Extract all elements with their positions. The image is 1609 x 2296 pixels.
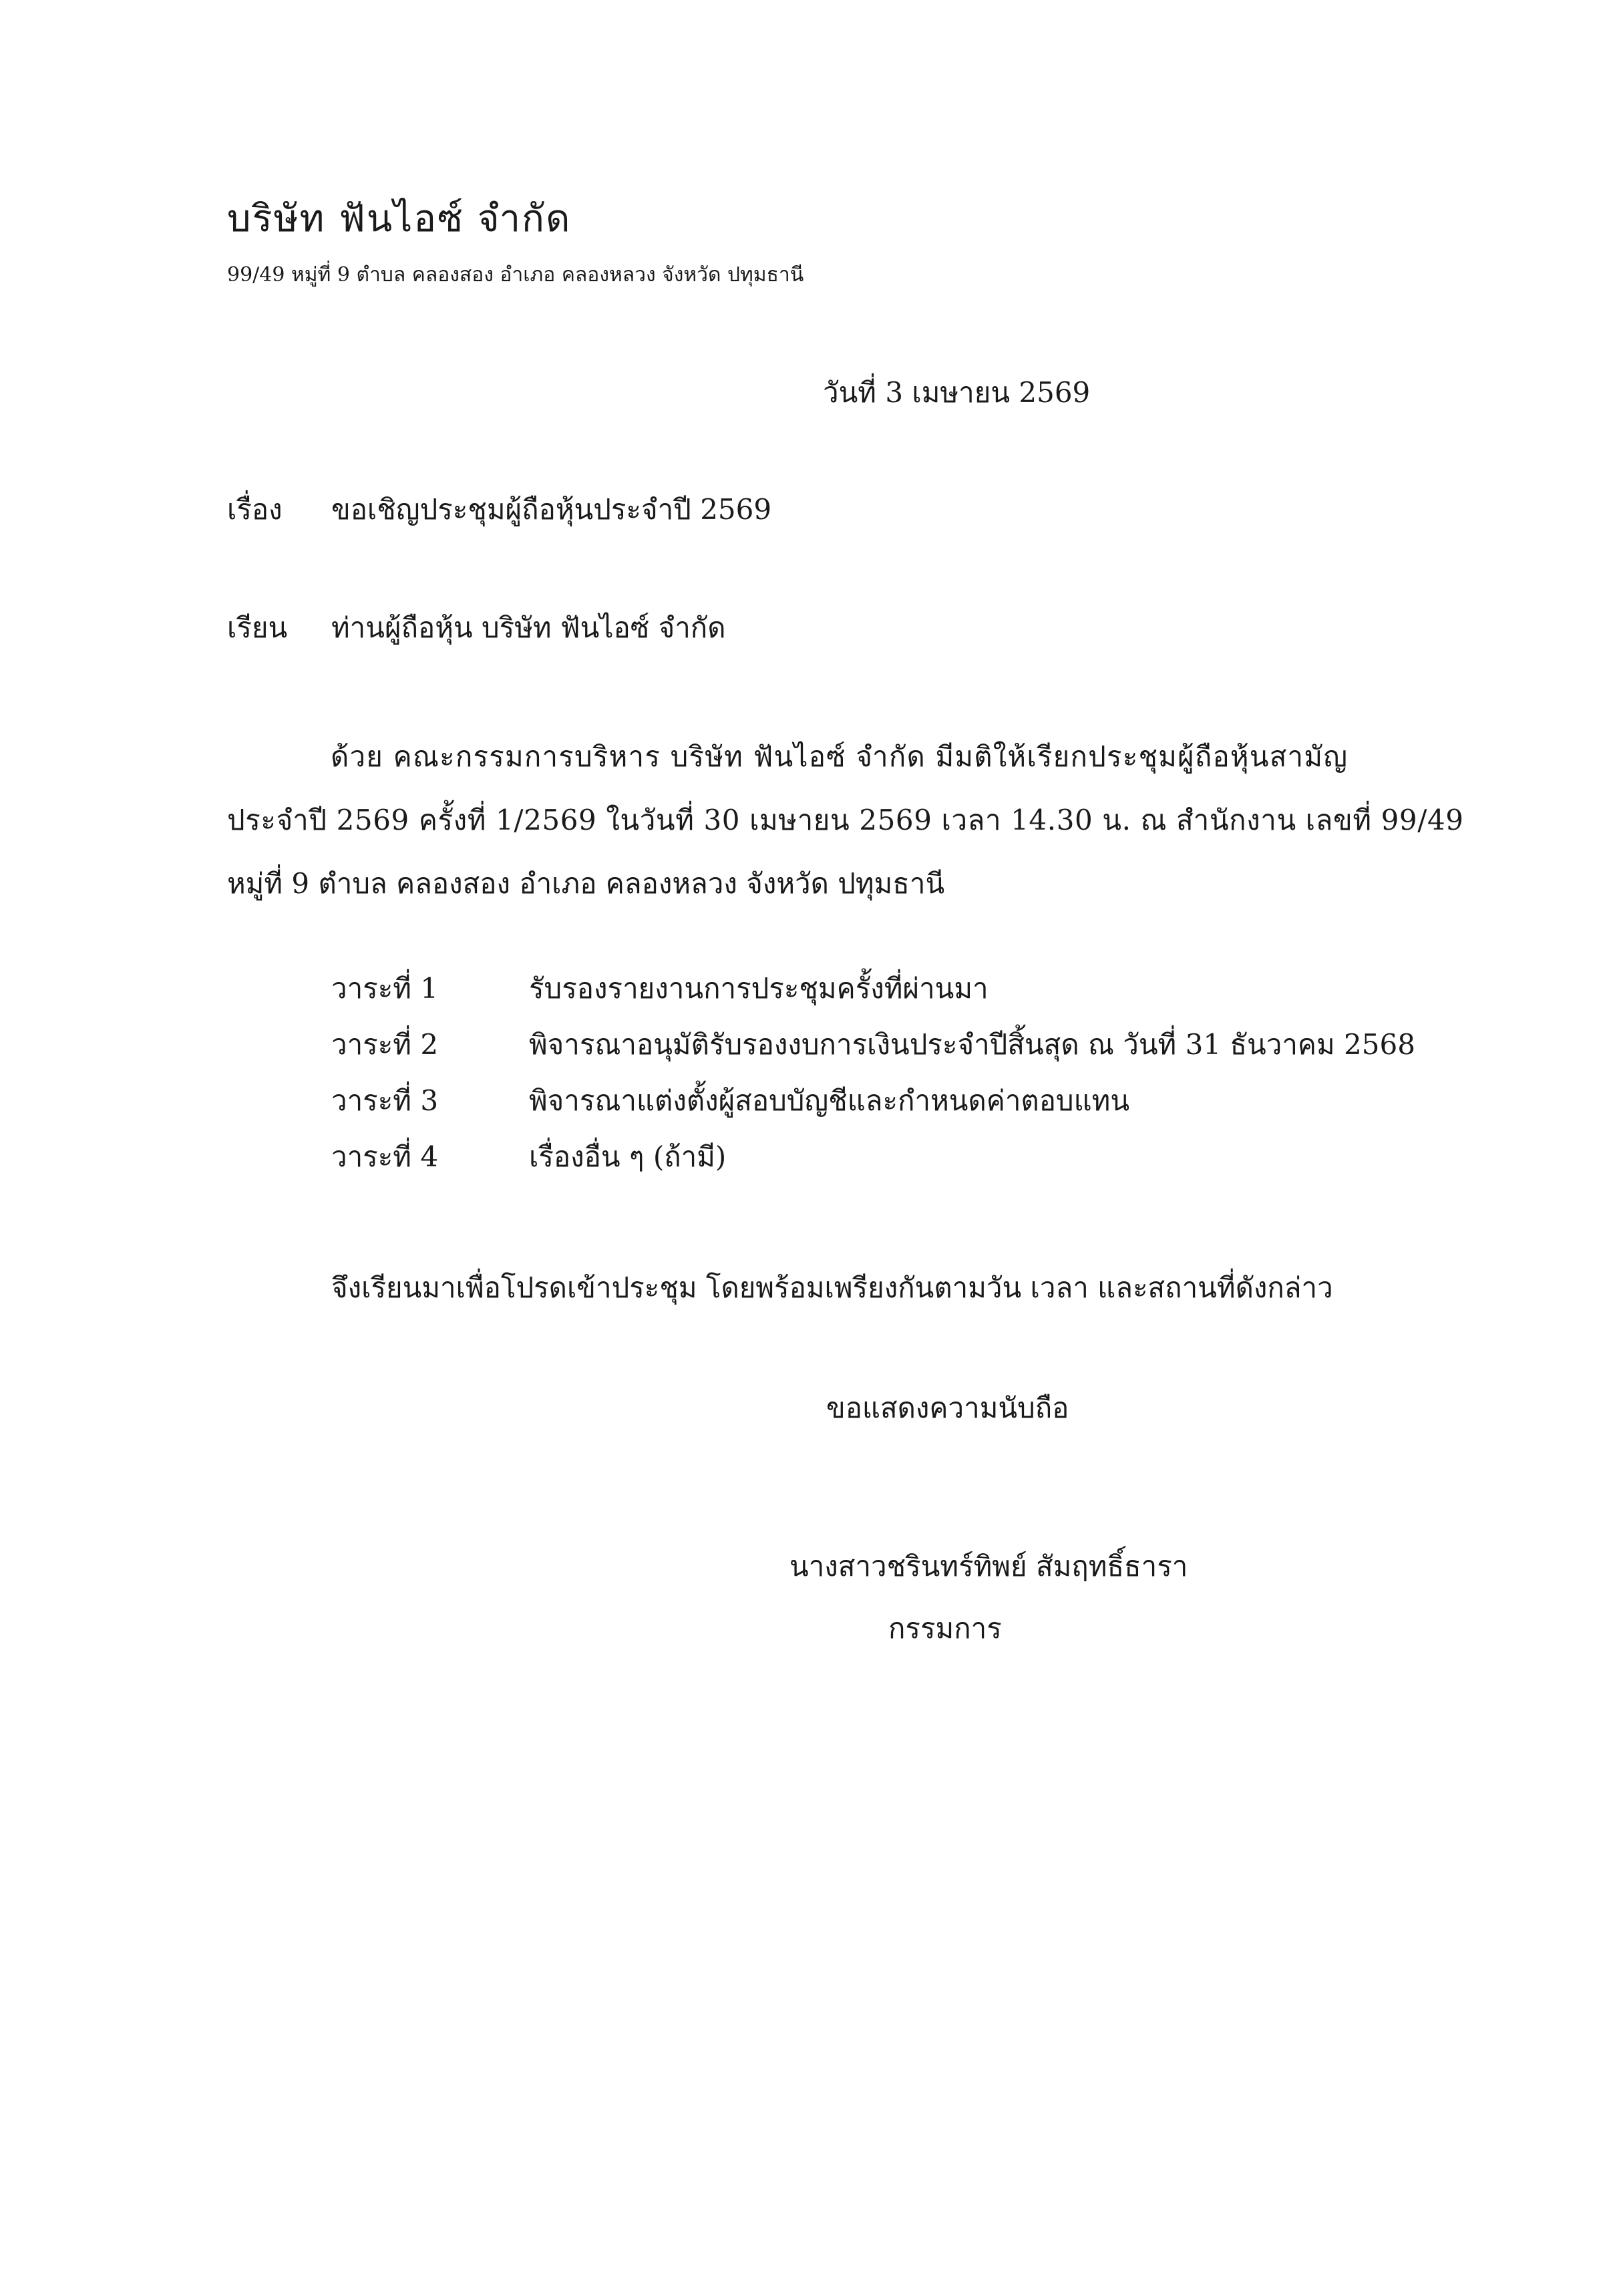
agenda-item bbox=[331, 961, 1415, 1017]
signer-name: นางสาวชรินทร์ทิพย์ สัมฤทธิ์ธารา bbox=[789, 1550, 1188, 1583]
subject-text: ขอเชิญประชุมผู้ถือหุ้นประจำปี 2569 bbox=[331, 493, 772, 526]
body-line: ด้วย คณะกรรมการบริหาร บริษัท ฟันไอซ์ จำกัด มีมติให้เรียกประชุมผู้ถือหุ้นสามัญ bbox=[331, 740, 1349, 773]
agenda-item-text: พิจารณาอนุมัติรับรองงบการเงินประจำปีสิ้นสุด ณ วันที่ 31 ธันวาคม 2568 bbox=[529, 1028, 1415, 1061]
agenda-item-text: รับรองรายงานการประชุมครั้งที่ผ่านมา bbox=[529, 972, 989, 1005]
agenda-item bbox=[331, 1017, 1415, 1073]
agenda-item-text: พิจารณาแต่งตั้งผู้สอบบัญชีและกำหนดค่าตอบแทน bbox=[529, 1084, 1130, 1117]
recipient-text: ท่านผู้ถือหุ้น บริษัท ฟันไอซ์ จำกัด bbox=[331, 611, 726, 644]
letter-date: วันที่ 3 เมษายน 2569 bbox=[823, 376, 1091, 409]
body-line: หมู่ที่ 9 ตำบล คลองสอง อำเภอ คลองหลวง จังหวัด ปทุมธานี bbox=[227, 867, 945, 900]
signer-title: กรรมการ bbox=[888, 1612, 1002, 1645]
agenda-item-text: เรื่องอื่น ๆ (ถ้ามี) bbox=[529, 1140, 727, 1173]
agenda-item bbox=[331, 1129, 1415, 1185]
agenda-item-label: วาระที่ 1 bbox=[331, 972, 439, 1005]
recipient-label: เรียน bbox=[227, 611, 288, 644]
agenda-list bbox=[331, 961, 1415, 1185]
agenda-item-label: วาระที่ 4 bbox=[331, 1140, 439, 1173]
body-line: ประจำปี 2569 ครั้งที่ 1/2569 ในวันที่ 30 เมษายน 2569 เวลา 14.30 น. ณ สำนักงาน เลขที่ 99/49 bbox=[227, 804, 1464, 836]
company-address: 99/49 หมู่ที่ 9 ตำบล คลองสอง อำเภอ คลองหลวง จังหวัด ปทุมธานี bbox=[227, 263, 804, 287]
company-name: บริษัท ฟันไอซ์ จำกัด bbox=[227, 197, 572, 240]
agenda-item-label: วาระที่ 3 bbox=[331, 1084, 439, 1117]
subject-label: เรื่อง bbox=[227, 493, 283, 526]
agenda-item-label: วาระที่ 2 bbox=[331, 1028, 439, 1061]
closing-text: จึงเรียนมาเพื่อโปรดเข้าประชุม โดยพร้อมเพรียงกันตามวัน เวลา และสถานที่ดังกล่าว bbox=[331, 1271, 1333, 1304]
agenda-item bbox=[331, 1073, 1415, 1129]
regards-text: ขอแสดงความนับถือ bbox=[826, 1391, 1069, 1424]
body-paragraph bbox=[227, 725, 1464, 915]
